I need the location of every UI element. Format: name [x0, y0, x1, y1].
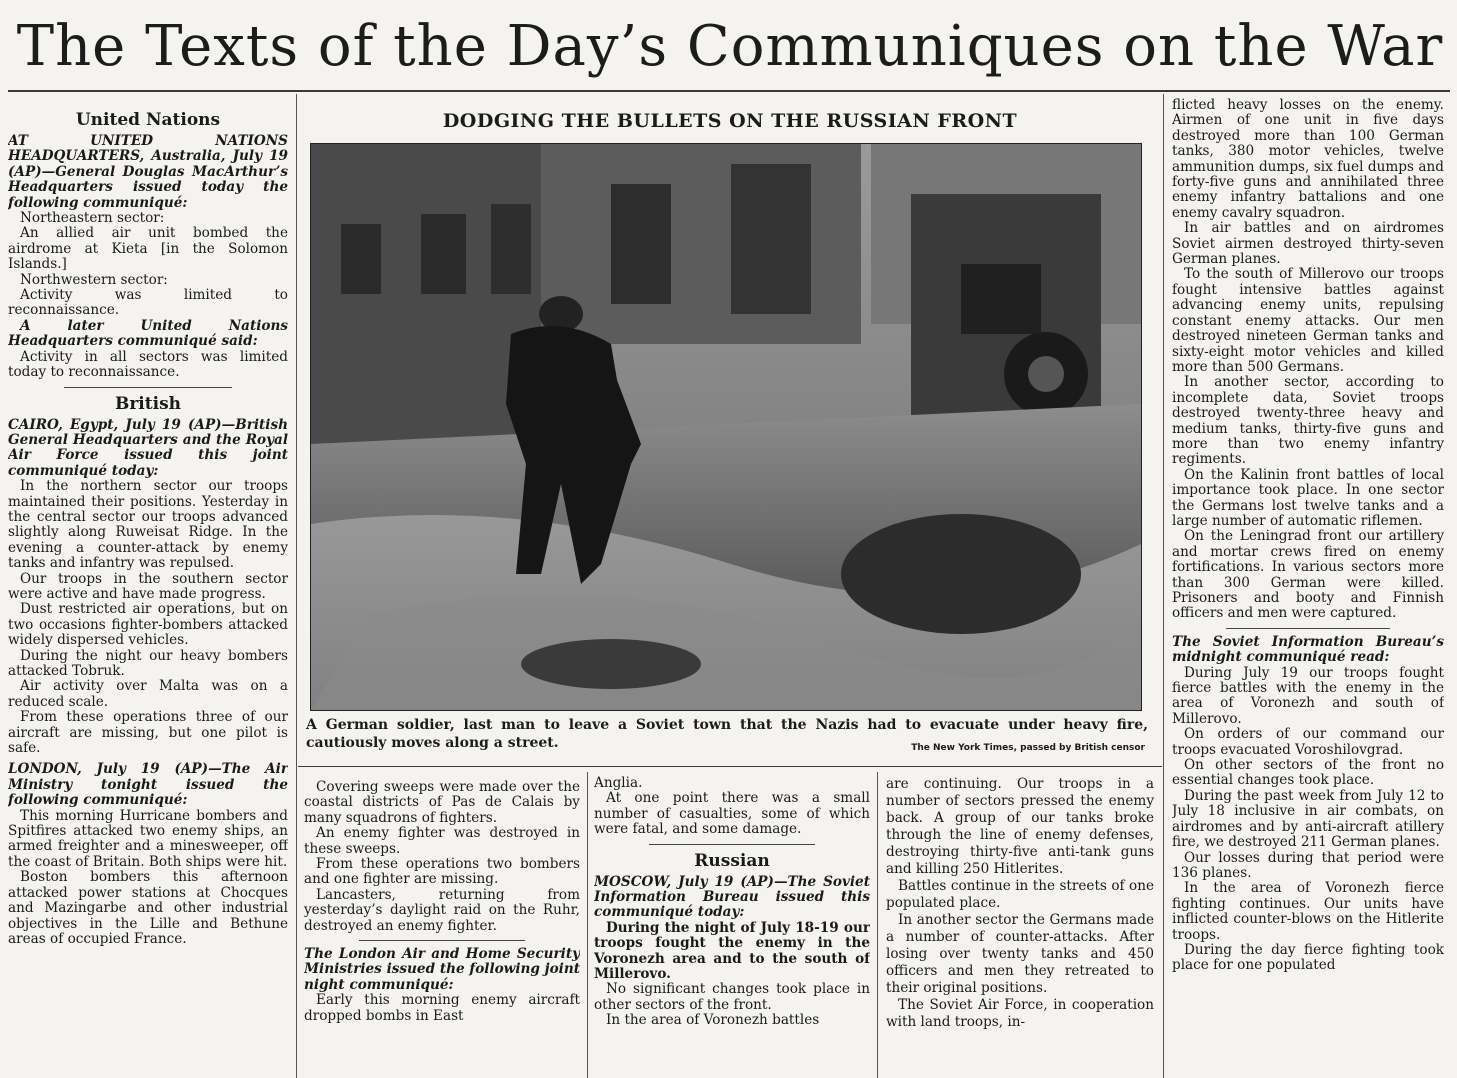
- paragraph: In the area of Voronezh battles: [606, 1012, 820, 1029]
- dateline: The London Air and Home Security Ministries issued the following joint night communiqué:: [304, 946, 580, 993]
- paragraph: flicted heavy losses on the enemy. Airmen of one unit in five days destroyed more than 100 German tanks, 380 motor vehicles, twelve ammunition dumps, six fuel dumps and forty-five guns and annihilated three enemy infantry battalions and one enemy cavalry squadron.: [1172, 98, 1444, 221]
- paragraph: During the past week from July 12 to July 18 inclusive in air combats, on airdromes and by anti-aircraft atillery fire, we destroyed 211 German planes.: [1172, 787, 1444, 851]
- photo-illustration: [311, 144, 1141, 710]
- paragraph: From these operations two bombers and one fighter are missing.: [304, 856, 580, 888]
- paragraph: A later United Nations Headquarters communiqué said:: [8, 317, 288, 350]
- paragraph: Dust restricted air operations, but on two occasions fighter-bombers attacked widely dispersed vehicles.: [8, 601, 288, 649]
- paragraph: This morning Hurricane bombers and Spitfires attacked two enemy ships, an armed freighter and a minesweeper, off the coast of Britain. Both ships were hit.: [8, 807, 288, 870]
- masthead-rule: [8, 90, 1450, 92]
- dateline: The Soviet Information Bureau’s midnight communiqué read:: [1172, 633, 1444, 666]
- paragraph: At one point there was a small number of casualties, some of which were fatal, and some damage.: [594, 790, 870, 838]
- column-rule: [587, 772, 588, 1078]
- paragraph: Battles continue in the streets of one populated place.: [886, 878, 1154, 911]
- dateline: AT UNITED NATIONS HEADQUARTERS, Australia, July 19 (AP)—General Douglas MacArthur’s Headquarters issued today the following communiqué:: [8, 133, 288, 211]
- photo-bottom-rule: [298, 766, 1162, 767]
- paragraph: In another sector, according to incomplete data, Soviet troops destroyed twenty-three heavy and medium tanks, thirty-five guns and more than two enemy infantry regiments.: [1172, 374, 1444, 468]
- dateline: LONDON, July 19 (AP)—The Air Ministry tonight issued the following communiqué:: [8, 761, 288, 809]
- section-divider: [649, 844, 815, 845]
- section-divider: [359, 940, 525, 941]
- news-photo: [310, 143, 1142, 711]
- dateline: CAIRO, Egypt, July 19 (AP)—British General Headquarters and the Royal Air Force issued this joint communiqué today:: [8, 416, 288, 479]
- paragraph: During the night our heavy bombers attacked Tobruk.: [8, 647, 288, 679]
- paragraph: On orders of our command our troops evacuated Voroshilovgrad.: [1172, 726, 1444, 758]
- paragraph: are continuing. Our troops in a number of sectors pressed the enemy back. A group of our tanks broke through the line of enemy defenses, destroying thirty-five anti-tank guns and killing 250 Hitlerites.: [886, 776, 1154, 877]
- paragraph: An enemy fighter was destroyed in these sweeps.: [304, 825, 580, 857]
- paragraph: Lancasters, returning from yesterday’s daylight raid on the Ruhr, destroyed an enemy fighter.: [304, 886, 580, 934]
- masthead-headline: The Texts of the Day’s Communiques on the War: [16, 14, 1444, 79]
- section-divider: [1226, 628, 1389, 629]
- column-rule: [877, 772, 878, 1078]
- paragraph: Northeastern sector:: [20, 210, 165, 227]
- paragraph: From these operations three of our aircraft are missing, but one pilot is safe.: [8, 709, 288, 757]
- column-rule: [1163, 94, 1164, 1078]
- paragraph: Activity in all sectors was limited today to reconnaissance.: [8, 348, 288, 381]
- paragraph: The Soviet Air Force, in cooperation with land troops, in-: [886, 997, 1154, 1030]
- paragraph: Covering sweeps were made over the coastal districts of Pas de Calais by many squadrons of fighters.: [304, 780, 580, 826]
- photo-caption: A German soldier, last man to leave a Soviet town that the Nazis had to evacuate under heavy fire, cautiously moves along a street.: [306, 717, 1148, 751]
- paragraph: Boston bombers this afternoon attacked power stations at Chocques and Mazingarbe and other industrial objectives in the Lille and Bethune areas of occupied France.: [8, 869, 288, 947]
- paragraph: In the area of Voronezh fierce fighting continues. Our units have inflicted counter-blows on the Hitlerite troops.: [1172, 880, 1444, 943]
- paragraph: During July 19 our troops fought fierce battles with the enemy in the area of Voronezh and south of Millerovo.: [1172, 664, 1444, 727]
- paragraph: In another sector the Germans made a number of counter-attacks. After losing over twenty tanks and 450 officers and men they retreated to their original positions.: [886, 912, 1154, 996]
- photo-credit: The New York Times, passed by British censor: [911, 743, 1145, 753]
- paragraph: Early this morning enemy aircraft dropped bombs in East: [304, 992, 580, 1024]
- paragraph: Our losses during that period were 136 planes.: [1172, 849, 1444, 881]
- paragraph: During the night of July 18-19 our troops fought the enemy in the Voronezh area and to the south of Millerovo.: [594, 919, 870, 983]
- column-rule: [296, 94, 297, 1078]
- paragraph: On the Leningrad front our artillery and mortar crews fired on enemy fortifications. In various sectors more than 300 German were killed. Prisoners and booty and Finnish officers and men were captured.: [1172, 528, 1444, 622]
- section-heading-russian: Russian: [694, 850, 770, 871]
- paragraph: Activity was limited to reconnaissance.: [8, 287, 288, 319]
- section-divider: [64, 387, 232, 388]
- paragraph: An allied air unit bombed the airdrome at Kieta [in the Solomon Islands.]: [8, 225, 288, 273]
- dateline: MOSCOW, July 19 (AP)—The Soviet Information Bureau issued this communiqué today:: [594, 873, 870, 921]
- paragraph: Northwestern sector:: [20, 271, 168, 288]
- column-2: [304, 780, 580, 1078]
- paragraph: Anglia.: [594, 776, 643, 791]
- photo-headline: DODGING THE BULLETS ON THE RUSSIAN FRONT: [442, 110, 1018, 132]
- paragraph: In air battles and on airdromes Soviet airmen destroyed thirty-seven German planes.: [1172, 220, 1444, 268]
- paragraph: Air activity over Malta was on a reduced scale.: [8, 678, 288, 710]
- paragraph: On the Kalinin front battles of local importance took place. In one sector the Germans lost twelve tanks and a large number of automatic riflemen.: [1172, 466, 1444, 529]
- paragraph: No significant changes took place in other sectors of the front.: [594, 981, 870, 1013]
- paragraph: To the south of Millerovo our troops fought intensive battles against advancing enemy units, repulsing constant enemy attacks. Our men destroyed nineteen German tanks and sixty-eight motor vehicles and killed more than 500 Germans.: [1172, 266, 1444, 375]
- column-5: [1172, 98, 1444, 1078]
- section-heading-united-nations: United Nations: [75, 110, 221, 130]
- paragraph: Our troops in the southern sector were active and have made progress.: [8, 570, 288, 602]
- paragraph: During the day fierce fighting took place for one populated: [1172, 941, 1444, 974]
- section-heading-british: British: [114, 393, 182, 414]
- column-3: [594, 776, 870, 1078]
- paragraph: In the northern sector our troops maintained their positions. Yesterday in the central sector our troops advanced slightly along Ruweisat Ridge. In the evening a counter-attack by enemy tanks and infantry was repulsed.: [8, 478, 288, 572]
- paragraph: On other sectors of the front no essential changes took place.: [1172, 757, 1444, 789]
- column-4: [886, 776, 1154, 1078]
- column-1: [8, 108, 288, 1078]
